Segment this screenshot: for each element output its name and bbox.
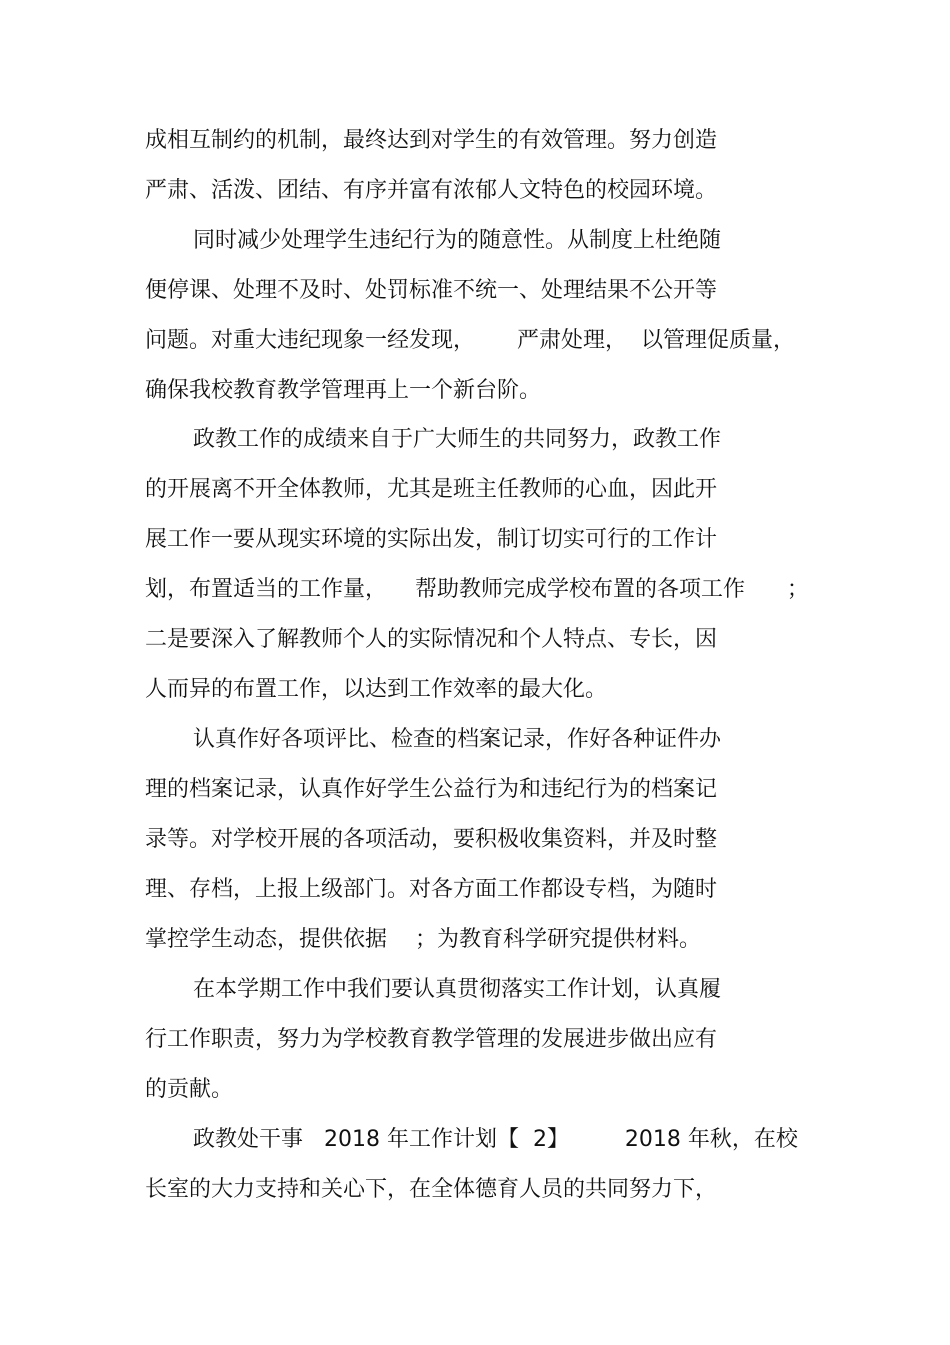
text-line: 理的档案记录，认真作好学生公益行为和违纪行为的档案记 <box>145 777 718 802</box>
text-line: 成相互制约的机制，最终达到对学生的有效管理。努力创造 <box>145 128 718 153</box>
text-line: 人而异的布置工作，以达到工作效率的最大化。 <box>145 677 608 702</box>
text-line: 展工作一要从现实环境的实际出发，制订切实可行的工作计 <box>145 527 718 552</box>
text-line: 便停课、处理不及时、处罚标准不统一、处理结果不公开等 <box>145 278 718 303</box>
paragraph-first-line: 政教工作的成绩来自于广大师生的共同努力，政教工作 <box>193 427 722 452</box>
text-line: 理、存档，上报上级部门。对各方面工作都设专档，为随时 <box>145 877 718 902</box>
paragraph-first-line: 认真作好各项评比、检查的档案记录，作好各种证件办 <box>193 727 722 752</box>
section-heading-line: 政教处干事 2018 年工作计划【 2】 2018 年秋，在校 <box>193 1127 798 1152</box>
text-line: 行工作职责，努力为学校教育教学管理的发展进步做出应有 <box>145 1027 718 1052</box>
text-line: 确保我校教育教学管理再上一个新台阶。 <box>145 378 542 403</box>
text-line: 严肃、活泼、团结、有序并富有浓郁人文特色的校园环境。 <box>145 178 718 203</box>
text-line: 掌控学生动态，提供依据 ；为教育科学研究提供材料。 <box>145 927 701 952</box>
text-line: 长室的大力支持和关心下，在全体德育人员的共同努力下， <box>145 1177 718 1202</box>
text-line: 二是要深入了解教师个人的实际情况和个人特点、专长，因 <box>145 627 718 652</box>
text-line: 划，布置适当的工作量， 帮助教师完成学校布置的各项工作 ； <box>145 577 809 602</box>
text-line: 的开展离不开全体教师，尤其是班主任教师的心血，因此开 <box>145 477 718 502</box>
text-line: 录等。对学校开展的各项活动，要积极收集资料，并及时整 <box>145 827 718 852</box>
paragraph-first-line: 在本学期工作中我们要认真贯彻落实工作计划，认真履 <box>193 977 722 1002</box>
text-line: 的贡献。 <box>145 1077 234 1102</box>
paragraph-first-line: 同时减少处理学生违纪行为的随意性。从制度上杜绝随 <box>193 228 722 253</box>
text-line: 问题。对重大违纪现象一经发现， 严肃处理， 以管理促质量， <box>145 328 795 353</box>
